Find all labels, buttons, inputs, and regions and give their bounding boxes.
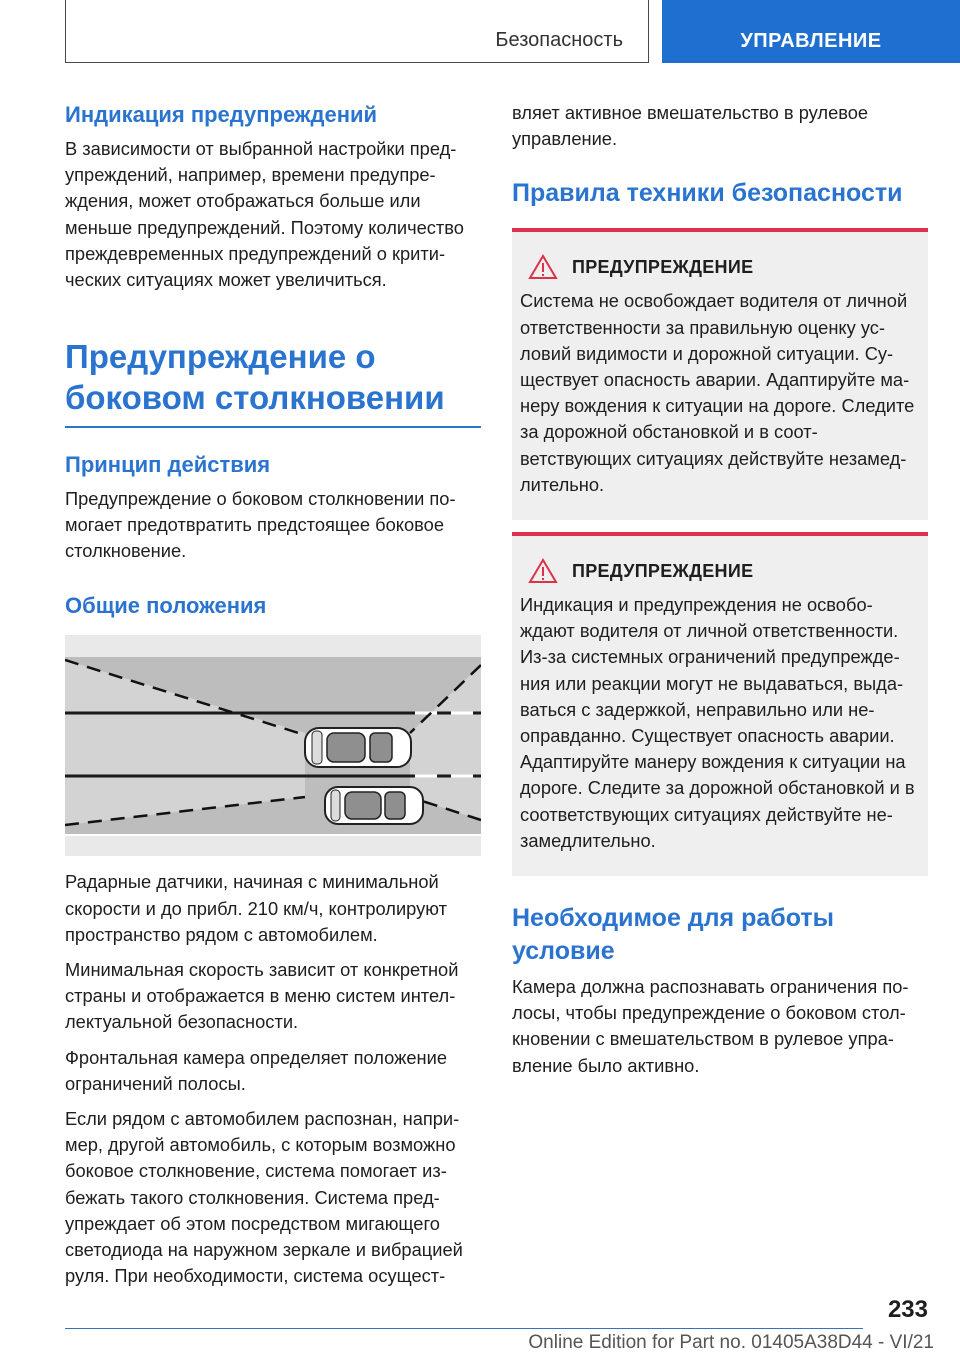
right-column	[512, 100, 928, 1088]
car-bottom	[325, 787, 423, 824]
paragraph-detection: Если рядом с автомобилем распознан, напри-мер, другой автомобиль, с которым возможно боковое столкновение, система помогает из-бежать такого столкновения. Система пред-упреждает об этом посредством мигающего светодиода на наружном зеркале и вибрацией руля. При необходимости, система осущест-	[65, 1107, 463, 1287]
paragraph-principle: Предупреждение о боковом столкновении по-могает предотвратить предстоящее боковое столкновение.	[65, 487, 456, 562]
header-section-title: Безопасность	[495, 29, 623, 51]
warning-title: ПРЕДУПРЕЖДЕНИЕ	[572, 560, 754, 581]
car-top	[305, 728, 411, 767]
paragraph-requirement: Камера должна распознавать ограничения по-лосы, чтобы предупреждение о боковом стол-кновении с вмешательством в рулевое упра-вление было активно.	[512, 976, 909, 1076]
footer-edition: Online Edition for Part no. 01405A38D44 - VI/21	[528, 1332, 934, 1353]
page-number: 233	[887, 1296, 928, 1323]
paragraph-radar: Радарные датчики, начиная с минимальной скорости и до прибл. 210 км/ч, контролируют пространство рядом с автомобилем.	[65, 871, 447, 945]
left-column	[65, 100, 481, 1298]
heading-safety: Правила техники безопасности	[512, 179, 903, 208]
paragraph-indication: В зависимости от выбранной настройки пред-упреждений, например, времени предупре-ждения, может отображаться больше или меньше предупреждений. Поэтому количество преждевременных предупреждений о крити-ческих ситуациях может увеличиться.	[65, 138, 464, 291]
warning-triangle-icon	[528, 254, 558, 280]
page-title: Предупреждение о боковом столкновении	[65, 338, 445, 417]
header-chapter-tab[interactable]: УПРАВЛЕНИЕ	[662, 0, 960, 63]
paragraph-continuation: вляет активное вмешательство в рулевое управление.	[512, 102, 869, 150]
paragraph-min-speed: Минимальная скорость зависит от конкретной страны и отображается в меню систем интел-лектуальной безопасности.	[65, 958, 459, 1033]
road-diagram	[65, 635, 481, 856]
heading-principle: Принцип действия	[65, 451, 271, 477]
warning-title: ПРЕДУПРЕЖДЕНИЕ	[572, 256, 754, 277]
paragraph-camera: Фронтальная камера определяет положение ограничений полосы.	[65, 1046, 447, 1094]
warning-box-2	[512, 532, 928, 876]
warning-triangle-icon	[528, 558, 558, 584]
heading-indication: Индикация предупреждений	[65, 102, 378, 127]
warning-box-1	[512, 228, 928, 520]
warning-text: Система не освобождает водителя от личной ответственности за правильную оценку ус-ловий видимости и дорожной ситуации. Су-ществует опасность аварии. Адаптируйте ма-неру вождения к ситуации на дороге. Следите за дорожной обстановкой и в соот-ветствующих ситуациях действуйте незамед-лительно.	[520, 290, 915, 495]
header-section-tab	[65, 0, 649, 63]
heading-requirement: Необходимое для работы условие	[512, 904, 834, 966]
warning-text: Индикация и предупреждения не освобо-ждают водителя от личной ответственности. Из-за системных ограничений предупрежде-ния или реакции могут не выдаваться, выда-ваться с задержкой, неправильно или не-оправданно. Существует опасность аварии. Адаптируйте манеру вождения к ситуации на дороге. Следите за дорожной обстановкой и в соответствующих ситуациях действуйте не-замедлительно.	[520, 594, 915, 851]
heading-general: Общие положения	[65, 593, 267, 619]
footer-divider	[65, 1328, 863, 1329]
lane-illustration	[65, 635, 481, 856]
